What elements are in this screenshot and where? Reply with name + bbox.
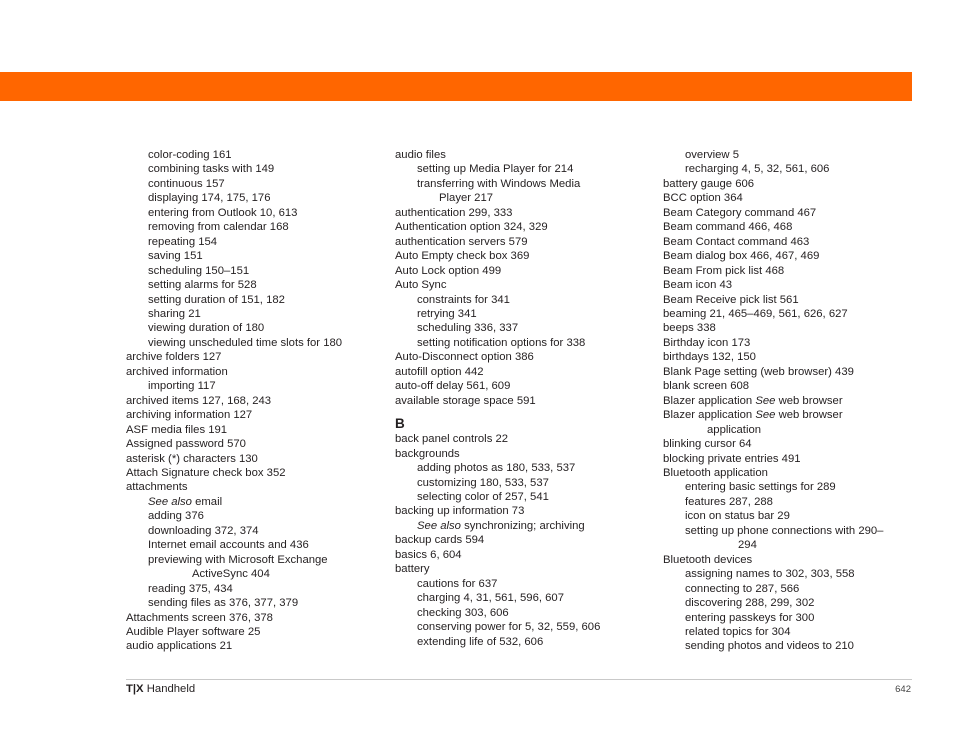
entry-text: entering passkeys for 300 [685,611,815,624]
index-entry [395,148,645,162]
index-subentry [126,596,376,610]
entry-text: Beam Contact command 463 [663,235,810,248]
see-reference: See also [148,495,192,508]
entry-text: 294 [738,539,757,552]
entry-text: continuous 157 [148,177,225,190]
entry-text: birthdays 132, 150 [663,351,756,364]
entry-text: conserving power for 5, 32, 559, 606 [417,621,601,634]
index-entry [663,206,913,220]
index-entry [395,278,645,292]
index-subentry [663,582,913,596]
index-entry [663,408,913,422]
index-subentry [663,480,913,494]
entry-text: available storage space 591 [395,394,536,407]
index-subentry [126,162,376,176]
entry-text: asterisk (*) characters 130 [126,452,258,465]
see-reference: See [755,394,776,407]
entry-text: ASF media files 191 [126,423,228,436]
entry-text: Beam Receive pick list 561 [663,293,799,306]
index-entry [663,350,913,364]
entry-text: Beam From pick list 468 [663,264,785,277]
entry-text: Auto Lock option 499 [395,264,502,277]
index-entry [395,220,645,234]
index-entry [663,191,913,205]
index-entry [663,220,913,234]
index-subentry [126,336,376,350]
index-entry [126,423,376,437]
index-entry [395,365,645,379]
index-entry [663,466,913,480]
index-subentry [663,162,913,176]
entry-text: Attachments screen 376, 378 [126,611,273,624]
entry-text: battery gauge 606 [663,177,755,190]
index-subentry [663,567,913,581]
entry-text: transferring with Windows Media [417,177,581,190]
footer-divider [126,679,912,680]
index-entry [395,379,645,393]
index-column-3 [663,148,913,654]
index-subentry [395,620,645,634]
entry-text: battery [395,563,430,576]
index-subentry [395,577,645,591]
index-entry [126,408,376,422]
entry-text: backup cards 594 [395,534,485,547]
entry-text: constraints for 341 [417,293,510,306]
entry-text: audio files [395,149,446,161]
index-entry [395,264,645,278]
entry-text: previewing with Microsoft Exchange [148,553,328,566]
index-subentry [126,293,376,307]
entry-text: Assigned password 570 [126,438,246,451]
entry-text: Authentication option 324, 329 [395,221,548,234]
index-subentry [126,206,376,220]
entry-text: retrying 341 [417,307,477,320]
index-entry [663,553,913,567]
index-subentry [663,625,913,639]
index-entry [126,437,376,451]
index-entry [126,350,376,364]
entry-text: repeating 154 [148,235,218,248]
index-entry [126,365,376,379]
index-subentry [663,495,913,509]
index-subentry [395,321,645,335]
index-entry [663,177,913,191]
entry-text: auto-off delay 561, 609 [395,380,511,393]
index-entry [126,466,376,480]
entry-text: Auto-Disconnect option 386 [395,351,534,364]
entry-text: Beam dialog box 466, 467, 469 [663,250,820,263]
index-entry [395,562,645,576]
entry-text: Beam command 466, 468 [663,221,793,234]
see-reference: See [755,409,776,422]
entry-text: Player 217 [439,192,494,205]
entry-text: web browser [778,409,843,422]
entry-text: audio applications 21 [126,640,233,653]
entry-prefix: Blazer application [663,394,756,407]
entry-text: setting duration of 151, 182 [148,293,285,306]
index-subentry [126,509,376,523]
index-entry [395,249,645,263]
index-subentry [663,611,913,625]
entry-text: related topics for 304 [685,625,791,638]
index-subentry [126,538,376,552]
index-subentry [395,490,645,504]
index-entry [126,611,376,625]
entry-text: adding 376 [148,510,204,523]
entry-text: overview 5 [685,149,739,161]
entry-text: removing from calendar 168 [148,221,289,234]
index-entry [126,625,376,639]
index-subentry [126,553,376,567]
entry-text: blank screen 608 [663,380,750,393]
entry-text: viewing unscheduled time slots for 180 [148,336,343,349]
entry-text: blinking cursor 64 [663,438,752,451]
index-subentry [126,235,376,249]
index-subentry [126,567,376,581]
index-subentry [126,148,376,162]
page-number: 642 [895,684,911,695]
index-subentry [126,278,376,292]
entry-text: authentication 299, 333 [395,206,513,219]
entry-text: setting alarms for 528 [148,279,257,292]
index-entry [663,264,913,278]
index-subentry [395,519,645,533]
entry-text: beaming 21, 465–469, 561, 626, 627 [663,307,848,320]
entry-prefix: Blazer application [663,409,756,422]
entry-text: archiving information 127 [126,409,253,422]
index-entry [663,321,913,335]
index-subentry [126,524,376,538]
entry-text: Beam icon 43 [663,279,733,292]
index-subentry [663,148,913,162]
entry-text: setting up Media Player for 214 [417,163,574,176]
index-subentry [395,293,645,307]
entry-text: Bluetooth devices [663,553,753,566]
entry-text: sending photos and videos to 210 [685,640,854,653]
index-subentry [395,476,645,490]
entry-text: combining tasks with 149 [148,163,275,176]
index-subentry [126,264,376,278]
entry-text: ActiveSync 404 [192,568,270,581]
entry-text: cautions for 637 [417,577,498,590]
index-entry [395,533,645,547]
entry-text: entering basic settings for 289 [685,481,836,494]
index-subentry [126,379,376,393]
index-entry [395,206,645,220]
index-subentry [395,307,645,321]
entry-text: charging 4, 31, 561, 596, 607 [417,592,564,605]
entry-text: importing 117 [148,380,216,393]
index-entry [663,379,913,393]
index-subentry [395,635,645,649]
see-reference: See also [417,519,461,532]
index-subentry [395,461,645,475]
entry-text: synchronizing; archiving [464,519,585,532]
index-column-1 [126,148,376,654]
index-entry [663,437,913,451]
index-subentry [663,423,913,437]
index-entry [663,249,913,263]
entry-text: Beam Category command 467 [663,206,817,219]
entry-text: setting up phone connections with 290– [685,524,884,537]
index-entry [663,278,913,292]
index-entry [663,365,913,379]
index-entry [395,447,645,461]
index-subentry [126,321,376,335]
entry-text: back panel controls 22 [395,433,509,446]
index-subentry [126,249,376,263]
index-entry [395,432,645,446]
entry-text: Attach Signature check box 352 [126,466,286,479]
entry-text: discovering 288, 299, 302 [685,597,815,610]
entry-text: sharing 21 [148,307,201,320]
index-subentry [663,538,913,552]
entry-text: archive folders 127 [126,351,222,364]
entry-text: selecting color of 257, 541 [417,490,549,503]
entry-text: reading 375, 434 [148,582,233,595]
index-subentry [663,639,913,653]
entry-text: basics 6, 604 [395,548,462,561]
entry-text: connecting to 287, 566 [685,582,800,595]
index-subentry [395,591,645,605]
entry-text: beeps 338 [663,322,716,335]
entry-text: customizing 180, 533, 537 [417,476,549,489]
index-subentry [663,596,913,610]
entry-text: recharging 4, 5, 32, 561, 606 [685,163,830,176]
index-entry [395,504,645,518]
entry-text: Internet email accounts and 436 [148,539,309,552]
entry-text: entering from Outlook 10, 613 [148,206,298,219]
entry-text: archived information [126,365,228,378]
entry-text: backgrounds [395,447,460,460]
index-subentry [126,582,376,596]
entry-text: backing up information 73 [395,505,525,518]
entry-text: Audible Player software 25 [126,625,261,638]
entry-text: features 287, 288 [685,495,773,508]
entry-text: color-coding 161 [148,149,232,161]
entry-text: adding photos as 180, 533, 537 [417,462,576,475]
header-banner [0,72,912,101]
entry-text: BCC option 364 [663,192,743,205]
index-subentry [395,162,645,176]
entry-text: icon on status bar 29 [685,510,790,523]
index-entry [126,394,376,408]
entry-text: Birthday icon 173 [663,336,751,349]
index-entry [663,235,913,249]
product-suffix: Handheld [143,683,196,695]
entry-text: application [707,423,762,436]
entry-text: Auto Empty check box 369 [395,250,530,263]
index-column-2 [395,148,645,649]
entry-text: archived items 127, 168, 243 [126,394,272,407]
index-subentry [395,606,645,620]
index-entry [395,350,645,364]
index-subentry [126,495,376,509]
index-entry [126,452,376,466]
index-subentry [126,307,376,321]
index-entry [663,452,913,466]
entry-text: assigning names to 302, 303, 558 [685,568,855,581]
entry-text: Auto Sync [395,279,447,292]
entry-text: sending files as 376, 377, 379 [148,597,299,610]
index-subentry [126,220,376,234]
index-entry [395,548,645,562]
entry-text: attachments [126,481,188,494]
entry-text: checking 303, 606 [417,606,509,619]
index-entry [126,639,376,653]
index-subentry [126,177,376,191]
index-entry [663,336,913,350]
index-subentry [395,336,645,350]
entry-text: web browser [778,394,843,407]
index-entry [395,394,645,408]
entry-text: autofill option 442 [395,365,484,378]
entry-text: authentication servers 579 [395,235,528,248]
index-subentry [395,191,645,205]
index-subentry [663,524,913,538]
index-entry [663,394,913,408]
entry-text: displaying 174, 175, 176 [148,192,271,205]
entry-text: blocking private entries 491 [663,452,801,465]
entry-text: email [195,495,223,508]
index-entry [395,235,645,249]
entry-text: downloading 372, 374 [148,524,259,537]
index-entry [663,293,913,307]
entry-text: Blank Page setting (web browser) 439 [663,365,854,378]
entry-text: extending life of 532, 606 [417,635,544,648]
index-subentry [395,177,645,191]
product-name: T|X [126,683,144,695]
index-subentry [663,509,913,523]
index-entry [126,480,376,494]
index-subentry [126,191,376,205]
entry-text: scheduling 150–151 [148,264,250,277]
entry-text: viewing duration of 180 [148,322,265,335]
entry-text: scheduling 336, 337 [417,322,519,335]
entry-text: Bluetooth application [663,466,768,479]
entry-text: saving 151 [148,250,203,263]
index-entry [663,307,913,321]
entry-text: setting notification options for 338 [417,336,586,349]
section-letter: B [395,416,405,432]
footer-title [126,683,195,695]
